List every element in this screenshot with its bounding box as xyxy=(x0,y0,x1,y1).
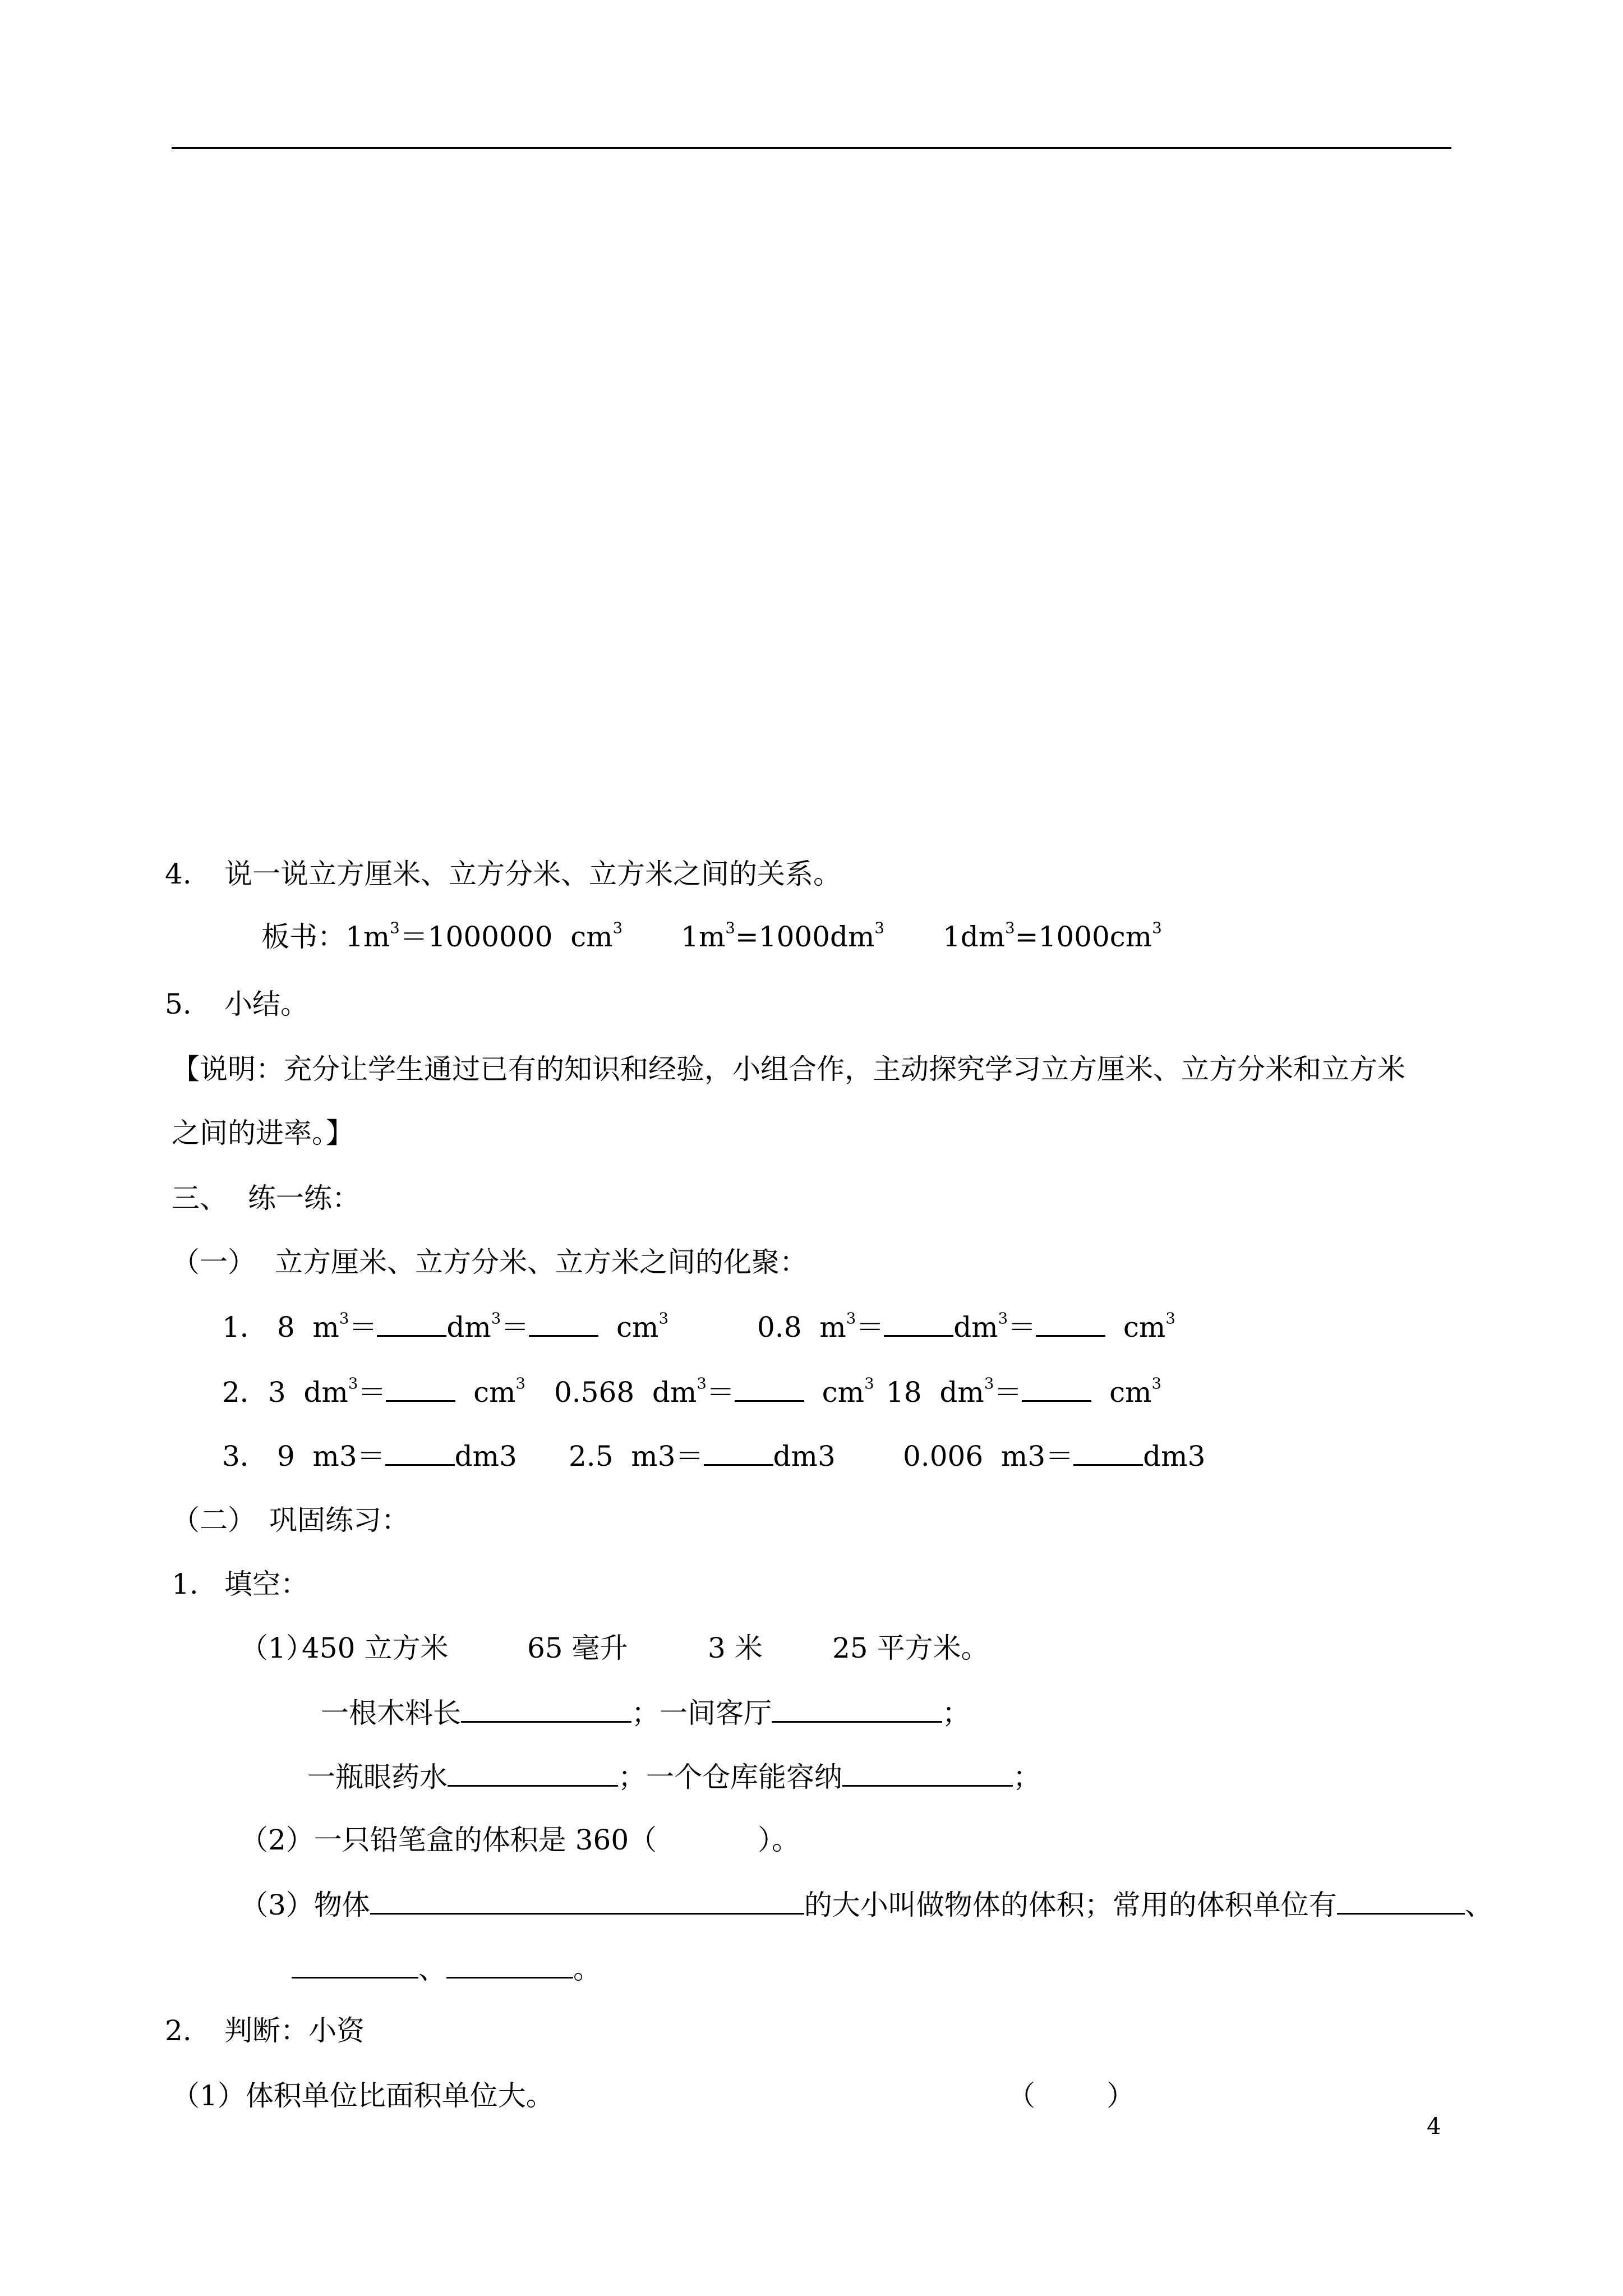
note-line-2: 之间的进率。】 xyxy=(172,1117,354,1149)
option: 25 平方米。 xyxy=(832,1632,989,1664)
subsection-number: （二） xyxy=(172,1504,256,1536)
board-label: 板书： xyxy=(261,921,345,953)
answer-blank[interactable] xyxy=(735,1374,804,1402)
section-title: 练一练： xyxy=(248,1182,360,1214)
section-number: 三、 xyxy=(172,1182,228,1214)
conversion-row-3b: 2.5 m3＝ dm3 xyxy=(569,1438,836,1473)
subsection-number: （一） xyxy=(172,1246,256,1278)
answer-blank[interactable] xyxy=(377,1309,446,1337)
answer-blank[interactable] xyxy=(370,1887,804,1915)
conversion-row-2b: 0.568 $dm^3= cm^3$ xyxy=(554,1374,874,1409)
answer-paren[interactable]: （ ） xyxy=(1007,2079,1135,2112)
conversion-row-1: 1． 8 $m^3= dm^3= cm^3$ xyxy=(222,1309,668,1343)
answer-blank[interactable] xyxy=(446,1951,573,1978)
item-number: 5. xyxy=(165,988,192,1020)
part-3: （3）物体 的大小叫做物体的体积；常用的体积单位有 、 xyxy=(240,1887,1493,1922)
answer-blank[interactable] xyxy=(772,1695,942,1723)
subsection-title: 立方厘米、立方分米、立方米之间的化聚： xyxy=(275,1246,808,1278)
option: 3 米 xyxy=(708,1632,763,1664)
answer-blank[interactable] xyxy=(461,1695,631,1723)
board-notes xyxy=(261,920,1162,954)
answer-blank[interactable] xyxy=(884,1309,953,1337)
answer-blank[interactable] xyxy=(842,1759,1013,1787)
answer-blank[interactable] xyxy=(704,1438,773,1466)
question-number: 1. xyxy=(172,1568,199,1600)
item-text: 小结。 xyxy=(224,988,308,1020)
option: 65 毫升 xyxy=(527,1632,628,1664)
answer-blank[interactable] xyxy=(1036,1309,1105,1337)
option: 450 立方米 xyxy=(302,1632,449,1664)
conversion-row-3: 3． 9 m3＝ dm3 xyxy=(222,1438,517,1473)
answer-blank[interactable] xyxy=(1022,1374,1091,1402)
item-number: 4. xyxy=(165,858,192,890)
answer-blank[interactable] xyxy=(386,1374,455,1402)
judgment-item: （1）体积单位比面积单位大。 xyxy=(172,2079,554,2112)
equation-3: $1dm^3=1000cm^3$ xyxy=(942,919,1162,953)
answer-blank[interactable] xyxy=(385,1438,455,1466)
header-rule xyxy=(172,147,1451,149)
equation-2: $1m^3=1000dm^3$ xyxy=(681,919,884,953)
conversion-row-1b: 0.8 $m^3= dm^3= cm^3$ xyxy=(757,1309,1175,1343)
part-3-continued: 、 。 xyxy=(292,1951,601,1986)
answer-blank[interactable] xyxy=(292,1951,418,1978)
fill-line-a: 一根木料长 ；一间客厅 ； xyxy=(321,1695,970,1730)
answer-blank[interactable] xyxy=(529,1309,598,1337)
answer-blank[interactable] xyxy=(1073,1438,1143,1466)
equation-1: $1m^3=1000000$ $cm^3$ xyxy=(345,919,623,953)
answer-blank[interactable] xyxy=(1337,1887,1465,1915)
conversion-row-3c: 0.006 m3＝ dm3 xyxy=(903,1438,1205,1473)
question-number: 2. xyxy=(165,2014,192,2047)
conversion-row-2: 2．3 $dm^3= cm^3$ xyxy=(222,1374,526,1409)
conversion-row-2c: 18 $dm^3= cm^3$ xyxy=(886,1374,1162,1409)
part-number: （1） xyxy=(240,1632,314,1664)
answer-blank[interactable] xyxy=(448,1759,618,1787)
part-2: （2）一只铅笔盒的体积是 360（ ）。 xyxy=(240,1824,800,1856)
question-title: 填空： xyxy=(224,1568,308,1600)
fill-line-b: 一瓶眼药水 ；一个仓库能容纳 ； xyxy=(307,1759,1041,1794)
page-number: 4 xyxy=(1427,2114,1441,2139)
item-text: 说一说立方厘米、立方分米、立方米之间的关系。 xyxy=(224,858,841,890)
question-title: 判断：小资 xyxy=(224,2014,365,2047)
note-line-1: 【说明：充分让学生通过已有的知识和经验，小组合作，主动探究学习立方厘米、立方分米和立方米 xyxy=(172,1053,1405,1085)
subsection-title: 巩固练习： xyxy=(269,1504,409,1536)
